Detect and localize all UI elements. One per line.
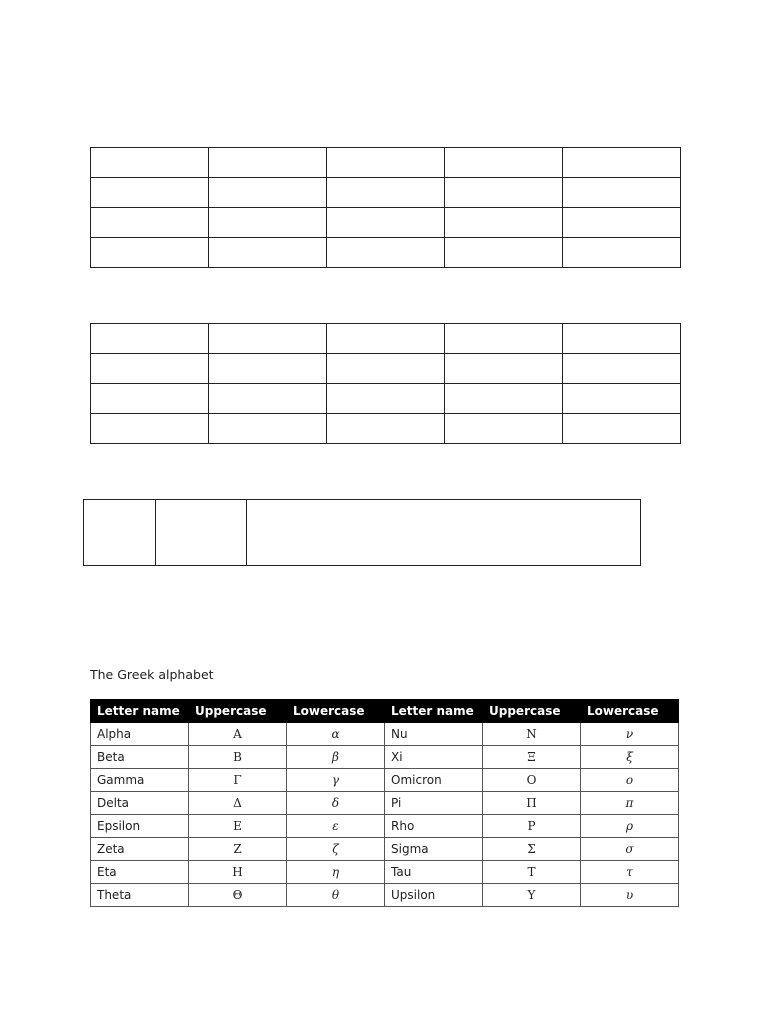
table-cell[interactable]: [91, 324, 209, 354]
header-letter-name: Letter name: [91, 700, 189, 723]
lowercase-cell: ζ: [287, 838, 385, 861]
uppercase-cell: Δ: [189, 792, 287, 815]
letter-name-cell: Delta: [91, 792, 189, 815]
empty-box-table-body: [84, 500, 641, 566]
uppercase-cell: Θ: [189, 884, 287, 907]
table-row: [91, 815, 679, 838]
table-cell[interactable]: [327, 324, 445, 354]
uppercase-cell: Α: [189, 723, 287, 746]
table-cell[interactable]: [209, 148, 327, 178]
table-cell[interactable]: [327, 414, 445, 444]
table-cell[interactable]: [327, 384, 445, 414]
uppercase-cell: Ξ: [483, 746, 581, 769]
table-cell[interactable]: [445, 324, 563, 354]
letter-name-cell: Gamma: [91, 769, 189, 792]
table-cell[interactable]: [91, 238, 209, 268]
table-cell[interactable]: [209, 354, 327, 384]
lowercase-cell: β: [287, 746, 385, 769]
lowercase-cell: ο: [581, 769, 679, 792]
letter-name-cell: Pi: [385, 792, 483, 815]
lowercase-cell: σ: [581, 838, 679, 861]
uppercase-cell: Ζ: [189, 838, 287, 861]
table-row: [91, 838, 679, 861]
table-cell[interactable]: [563, 238, 681, 268]
header-row: [91, 700, 679, 723]
letter-name-cell: Nu: [385, 723, 483, 746]
table-cell[interactable]: [445, 178, 563, 208]
table-row: [91, 354, 681, 384]
uppercase-cell: Π: [483, 792, 581, 815]
letter-name-cell: Beta: [91, 746, 189, 769]
table-cell[interactable]: [91, 384, 209, 414]
letter-name-cell: Rho: [385, 815, 483, 838]
table-cell[interactable]: [563, 148, 681, 178]
empty-table-1: [90, 147, 681, 268]
empty-box-table: [83, 499, 641, 566]
letter-name-cell: Sigma: [385, 838, 483, 861]
letter-name-cell: Eta: [91, 861, 189, 884]
table-caption: The Greek alphabet: [90, 667, 214, 682]
lowercase-cell: δ: [287, 792, 385, 815]
table-cell[interactable]: [156, 500, 247, 566]
table-row: [91, 384, 681, 414]
lowercase-cell: η: [287, 861, 385, 884]
header-lowercase-2: Lowercase: [581, 700, 679, 723]
table-cell[interactable]: [209, 208, 327, 238]
table-cell[interactable]: [327, 178, 445, 208]
lowercase-cell: ξ: [581, 746, 679, 769]
empty-table-2: [90, 323, 681, 444]
uppercase-cell: Ρ: [483, 815, 581, 838]
table-cell[interactable]: [445, 384, 563, 414]
header-uppercase-2: Uppercase: [483, 700, 581, 723]
letter-name-cell: Epsilon: [91, 815, 189, 838]
uppercase-cell: Υ: [483, 884, 581, 907]
empty-table-2-body: [91, 324, 681, 444]
uppercase-cell: Ο: [483, 769, 581, 792]
uppercase-cell: Σ: [483, 838, 581, 861]
lowercase-cell: ρ: [581, 815, 679, 838]
letter-name-cell: Tau: [385, 861, 483, 884]
table-cell[interactable]: [209, 324, 327, 354]
table-cell[interactable]: [209, 238, 327, 268]
table-cell[interactable]: [327, 208, 445, 238]
letter-name-cell: Xi: [385, 746, 483, 769]
table-cell[interactable]: [91, 354, 209, 384]
table-cell[interactable]: [209, 178, 327, 208]
table-cell[interactable]: [209, 414, 327, 444]
table-row: [91, 861, 679, 884]
lowercase-cell: τ: [581, 861, 679, 884]
letter-name-cell: Alpha: [91, 723, 189, 746]
table-row: [91, 178, 681, 208]
table-cell[interactable]: [445, 238, 563, 268]
table-cell[interactable]: [445, 414, 563, 444]
empty-table-1-body: [91, 148, 681, 268]
header-letter-name-2: Letter name: [385, 700, 483, 723]
greek-alphabet-table: [90, 699, 679, 907]
table-row: [91, 723, 679, 746]
table-cell[interactable]: [563, 178, 681, 208]
uppercase-cell: Ν: [483, 723, 581, 746]
table-cell[interactable]: [209, 384, 327, 414]
lowercase-cell: α: [287, 723, 385, 746]
table-cell[interactable]: [91, 178, 209, 208]
table-cell[interactable]: [91, 414, 209, 444]
table-row: [91, 238, 681, 268]
table-row: [91, 414, 681, 444]
header-uppercase: Uppercase: [189, 700, 287, 723]
table-cell[interactable]: [563, 414, 681, 444]
table-cell[interactable]: [247, 500, 641, 566]
table-row: [84, 500, 641, 566]
table-cell[interactable]: [445, 354, 563, 384]
table-cell[interactable]: [327, 238, 445, 268]
uppercase-cell: Γ: [189, 769, 287, 792]
greek-table-body: [91, 723, 679, 907]
table-cell[interactable]: [563, 354, 681, 384]
uppercase-cell: Τ: [483, 861, 581, 884]
table-cell[interactable]: [563, 324, 681, 354]
letter-name-cell: Upsilon: [385, 884, 483, 907]
table-cell[interactable]: [91, 208, 209, 238]
table-cell[interactable]: [563, 384, 681, 414]
table-cell[interactable]: [445, 208, 563, 238]
lowercase-cell: γ: [287, 769, 385, 792]
letter-name-cell: Theta: [91, 884, 189, 907]
uppercase-cell: Η: [189, 861, 287, 884]
table-row: [91, 769, 679, 792]
lowercase-cell: π: [581, 792, 679, 815]
greek-table-header: [91, 700, 679, 723]
table-cell[interactable]: [445, 148, 563, 178]
letter-name-cell: Zeta: [91, 838, 189, 861]
uppercase-cell: Ε: [189, 815, 287, 838]
table-row: [91, 324, 681, 354]
lowercase-cell: ε: [287, 815, 385, 838]
table-row: [91, 746, 679, 769]
table-cell[interactable]: [91, 148, 209, 178]
uppercase-cell: Β: [189, 746, 287, 769]
table-row: [91, 208, 681, 238]
table-cell[interactable]: [84, 500, 156, 566]
table-cell[interactable]: [327, 148, 445, 178]
letter-name-cell: Omicron: [385, 769, 483, 792]
table-row: [91, 884, 679, 907]
lowercase-cell: υ: [581, 884, 679, 907]
table-cell[interactable]: [563, 208, 681, 238]
lowercase-cell: ν: [581, 723, 679, 746]
table-row: [91, 792, 679, 815]
table-row: [91, 148, 681, 178]
header-lowercase: Lowercase: [287, 700, 385, 723]
table-cell[interactable]: [327, 354, 445, 384]
lowercase-cell: θ: [287, 884, 385, 907]
